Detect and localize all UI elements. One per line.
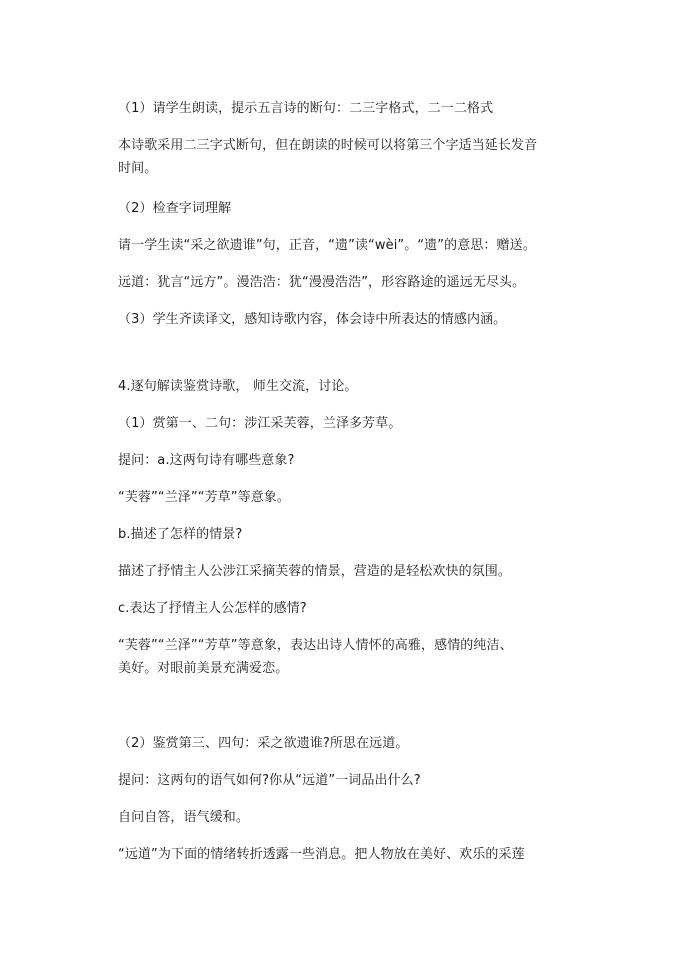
- paragraph-answer-emotion-cont: 美好。对眼前美景充满爱恋。: [118, 661, 289, 676]
- paragraph-vocab-check: （2）检查字词理解: [118, 201, 232, 216]
- paragraph-reading-prompt: （1）请学生朗读，提示五言诗的断句：二三字格式，二一二格式: [118, 101, 494, 116]
- paragraph-question-scene: b.描述了怎样的情景?: [118, 527, 243, 542]
- paragraph-question-tone: 提问：这两句的语气如何?你从“远道”一词品出什么?: [118, 773, 421, 788]
- paragraph-answer-scene: 描述了抒情主人公涉江采摘芙蓉的情景，营造的是轻松欢快的氛围。: [118, 564, 512, 579]
- paragraph-lines-three-four: （2）鉴赏第三、四句：采之欲遗谁?所思在远道。: [118, 736, 409, 751]
- paragraph-far-road-analysis: “远道”为下面的情绪转折透露一些消息。把人物放在美好、欢乐的采莲: [118, 847, 525, 862]
- paragraph-answer-tone: 自问自答，语气缓和。: [118, 810, 250, 825]
- paragraph-question-imagery: 提问：a.这两句诗有哪些意象?: [118, 453, 295, 468]
- paragraph-lines-one-two: （1）赏第一、二句：涉江采芙蓉，兰泽多芳草。: [118, 416, 402, 431]
- section-heading-line-analysis: 4.逐句解读鉴赏诗歌， 师生交流，讨论。: [118, 379, 358, 394]
- paragraph-answer-imagery: “芙蓉”“兰泽”“芳草”等意象。: [118, 490, 291, 505]
- paragraph-rhythm-explanation: 本诗歌采用二三字式断句，但在朗读的时候可以将第三个字适当延长发音: [118, 138, 538, 153]
- paragraph-pronunciation: 请一学生读“采之欲遗谁”句，正音，“遗”读“wèi”。“遗”的意思：赠送。: [118, 238, 536, 253]
- paragraph-rhythm-explanation-cont: 时间。: [118, 161, 158, 176]
- paragraph-group-reading: （3）学生齐读译文，感知诗歌内容，体会诗中所表达的情感内涵。: [118, 312, 507, 327]
- paragraph-question-emotion: c.表达了抒情主人公怎样的感情?: [118, 601, 307, 616]
- paragraph-word-meanings: 远道：犹言“远方”。漫浩浩：犹“漫漫浩浩”，形容路途的遥远无尽头。: [118, 275, 526, 290]
- paragraph-answer-emotion: “芙蓉”“兰泽”“芳草”等意象，表达出诗人情怀的高雅，感情的纯洁、: [118, 638, 513, 653]
